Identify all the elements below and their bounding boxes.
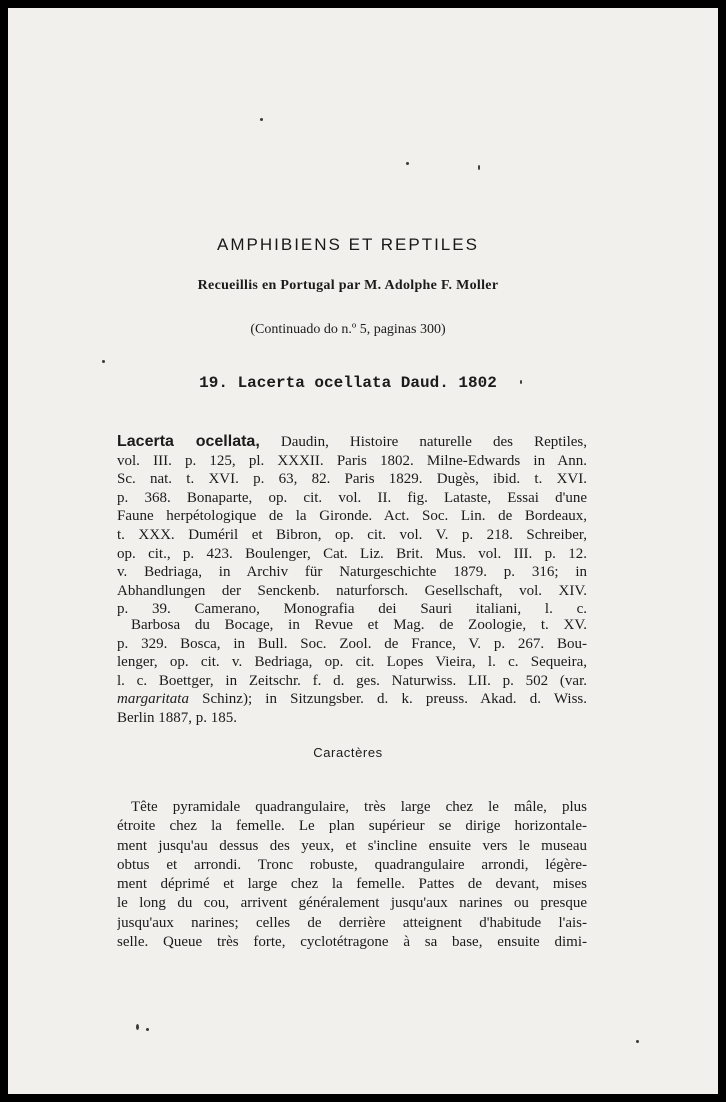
- synonymy-paragraph: [117, 433, 587, 619]
- synonymy2-line: lenger, op. cit. v. Bedriaga, op. cit. Lopes Vieira, l. c. Sequeira,: [117, 654, 587, 671]
- scan-speck: [406, 162, 409, 165]
- section-heading: Caractères: [313, 745, 383, 760]
- scan-speck: [260, 118, 263, 121]
- description-line: le long du cou, arrivent généralement jusqu'aux narines ou presque: [117, 895, 587, 912]
- subtitle: Recueillis en Portugal par M. Adolphe F. Moller: [197, 278, 499, 293]
- synonymy-line-1-text: Daudin, Histoire naturelle des Reptiles,: [280, 434, 587, 450]
- continuation-note: (Continuado do n.º 5, paginas 300): [250, 322, 446, 337]
- synonymy2-line: p. 329. Bosca, in Bull. Soc. Zool. de France, V. p. 267. Bou-: [117, 635, 587, 652]
- scan-speck: [520, 380, 522, 384]
- species-heading: 19. Lacerta ocellata Daud. 1802: [199, 374, 497, 392]
- description-line: étroite chez la femelle. Le plan supérieur se dirige horizontale-: [117, 818, 587, 835]
- synonymy-line: t. XXX. Duméril et Bibron, op. cit. vol. V. p. 218. Schreiber,: [117, 526, 587, 543]
- description-line: ment jusqu'au dessus des yeux, et s'incline ensuite vers le museau: [117, 837, 587, 854]
- page-title: AMPHIBIENS ET REPTILES: [217, 235, 479, 254]
- species-name-lead: Lacerta ocellata,: [117, 433, 260, 450]
- description-paragraph: [117, 798, 587, 952]
- synonymy-paragraph-2: [117, 616, 587, 728]
- synonymy-line-1: [117, 433, 587, 452]
- synonymy2-line-5: [117, 690, 587, 709]
- synonymy-line: p. 39. Camerano, Monografia dei Sauri italiani, l. c.: [117, 601, 587, 618]
- synonymy2-line: Barbosa du Bocage, in Revue et Mag. de Zoologie, t. XV.: [131, 617, 587, 633]
- synonymy-line: vol. III. p. 125, pl. XXXII. Paris 1802. Milne-Edwards in Ann.: [117, 452, 587, 469]
- document-page: [8, 8, 718, 1094]
- description-line: ment déprimé et large chez la femelle. Pattes de devant, mises: [117, 876, 587, 893]
- synonymy-line: op. cit., p. 423. Boulenger, Cat. Liz. Brit. Mus. vol. III. p. 12.: [117, 545, 587, 562]
- synonymy-line: Abhandlungen der Senckenb. naturforsch. Gesellschaft, vol. XIV.: [117, 582, 587, 599]
- description-line: selle. Queue très forte, cyclotétragone à sa base, ensuite dimi-: [117, 934, 587, 951]
- description-line: Tête pyramidale quadrangulaire, très large chez le mâle, plus: [131, 799, 587, 815]
- synonymy2-line: Berlin 1887, p. 185.: [117, 709, 237, 726]
- description-line: obtus et arrondi. Tronc robuste, quadrangulaire arrondi, légère-: [117, 856, 587, 873]
- scan-speck: [478, 165, 480, 170]
- scan-speck: [102, 360, 105, 363]
- synonymy-line: v. Bedriaga, in Archiv für Naturgeschichte 1879. p. 316; in: [117, 564, 587, 581]
- synonymy2-line-5-rest: Schinz); in Sitzungsber. d. k. preuss. Akad. d. Wiss.: [202, 691, 587, 708]
- variety-name: margaritata: [117, 691, 189, 708]
- synonymy-line: Faune herpétologique de la Gironde. Act. Soc. Lin. de Bordeaux,: [117, 508, 587, 525]
- synonymy-line: Sc. nat. t. XVI. p. 63, 82. Paris 1829. Dugès, ibid. t. XVI.: [117, 471, 587, 488]
- synonymy-line: p. 368. Bonaparte, op. cit. vol. II. fig. Lataste, Essai d'une: [117, 489, 587, 506]
- scan-speck: [136, 1024, 139, 1030]
- synonymy2-line: l. c. Boettger, in Zeitschr. f. d. ges. Naturwiss. LII. p. 502 (var.: [117, 672, 587, 689]
- description-line: jusqu'aux narines; celles de derrière atteignent d'habitude l'ais-: [117, 914, 587, 931]
- scan-speck: [636, 1040, 639, 1043]
- scan-speck: [146, 1028, 149, 1031]
